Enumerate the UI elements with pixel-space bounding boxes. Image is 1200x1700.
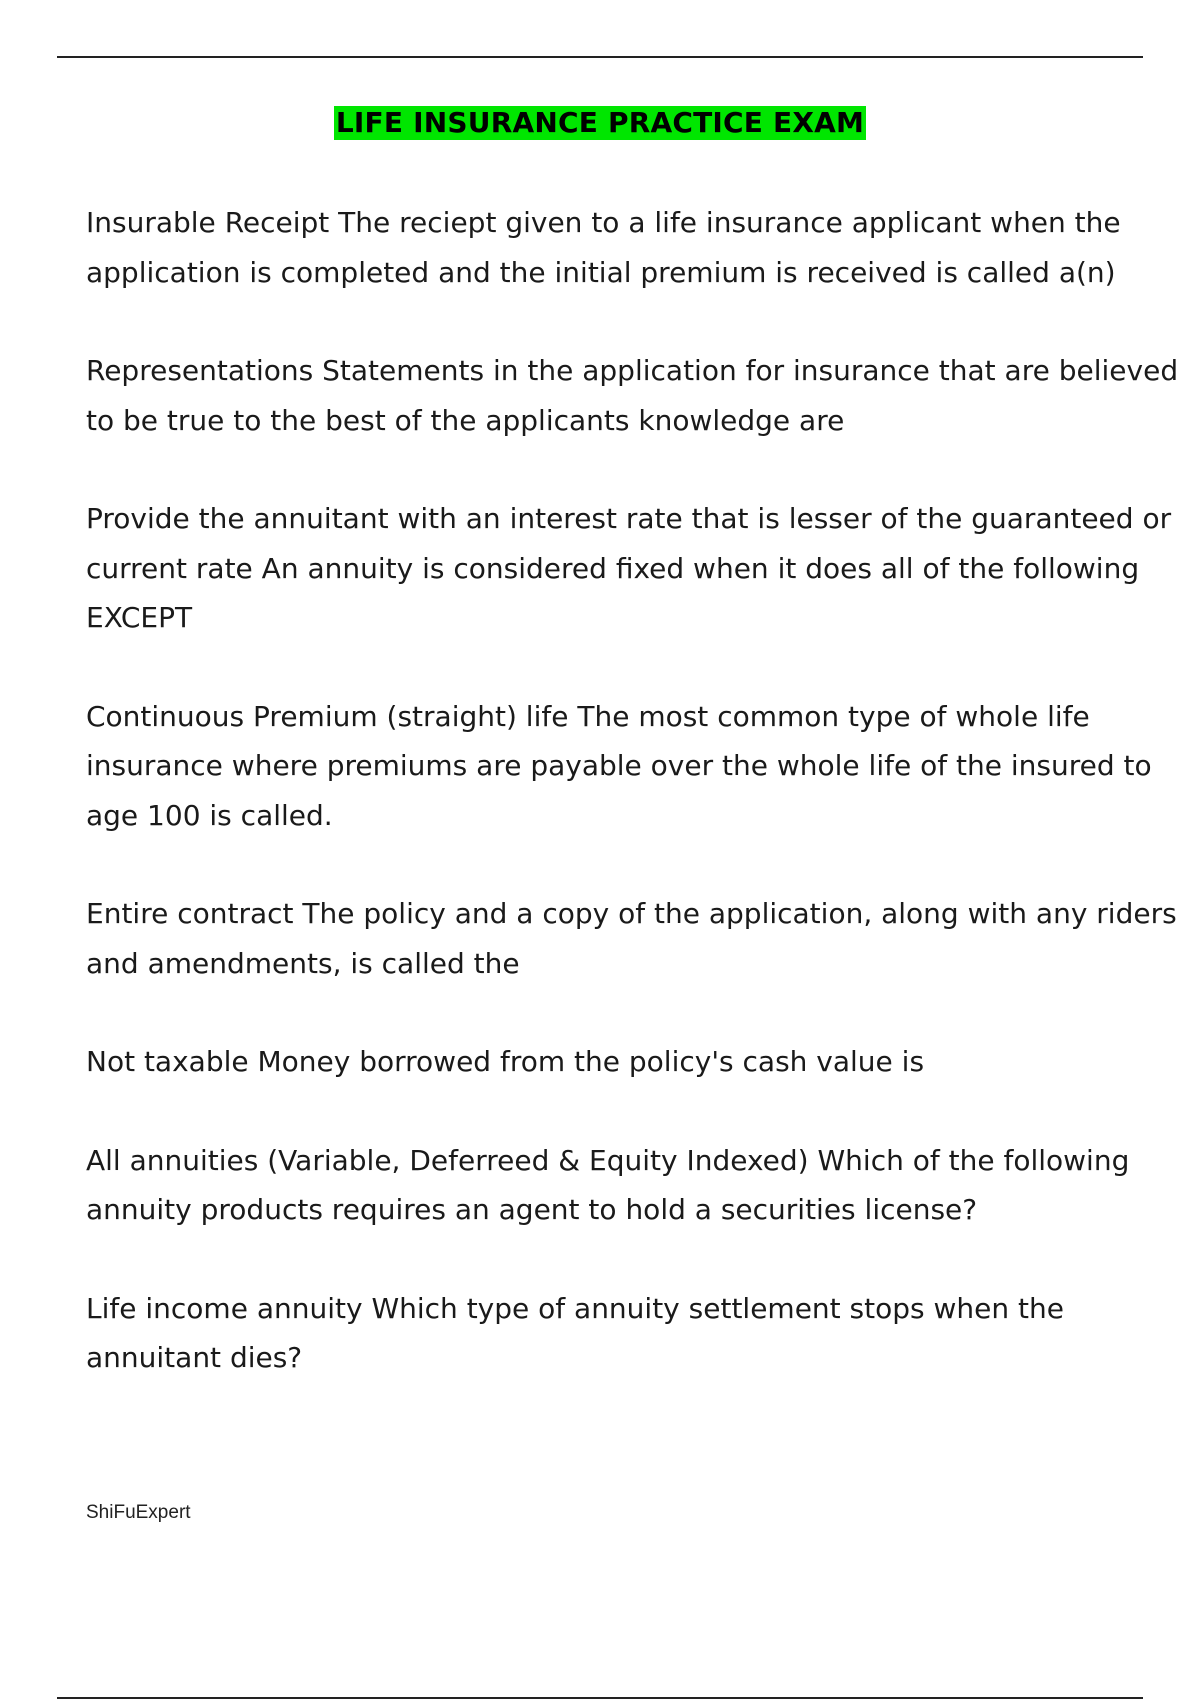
bottom-divider [57, 1697, 1143, 1699]
question-item-8: Life income annuity Which type of annuity settlement stops when the annuitant dies? [86, 1291, 1064, 1374]
question-item-7: All annuities (Variable, Deferreed & Equity Indexed) Which of the following annuity products requires an agent to hold a securities license? [86, 1143, 1130, 1226]
question-item-4: Continuous Premium (straight) life The most common type of whole life insurance where premiums are payable over the whole life of the insured to age 100 is called. [86, 699, 1152, 832]
question-item-3: Provide the annuitant with an interest rate that is lesser of the guaranteed or current rate An annuity is considered fixed when it does all of the following EXCEPT [86, 502, 1172, 634]
title-container [0, 106, 1200, 140]
question-list [86, 198, 1196, 1432]
question-item-6: Not taxable Money borrowed from the policy's cash value is [86, 1045, 925, 1078]
question-item-1: Insurable Receipt The reciept given to a life insurance applicant when the application is completed and the initial premium is received is called a(n) [86, 206, 1121, 289]
footer-brand: ShiFuExpert [86, 1502, 191, 1523]
document-title: LIFE INSURANCE PRACTICE EXAM [335, 106, 865, 139]
top-divider [57, 56, 1143, 58]
question-item-5: Entire contract The policy and a copy of the application, along with any riders and amendments, is called the [86, 897, 1177, 980]
question-item-2: Representations Statements in the application for insurance that are believed to be true to the best of the applicants knowledge are [86, 354, 1179, 437]
